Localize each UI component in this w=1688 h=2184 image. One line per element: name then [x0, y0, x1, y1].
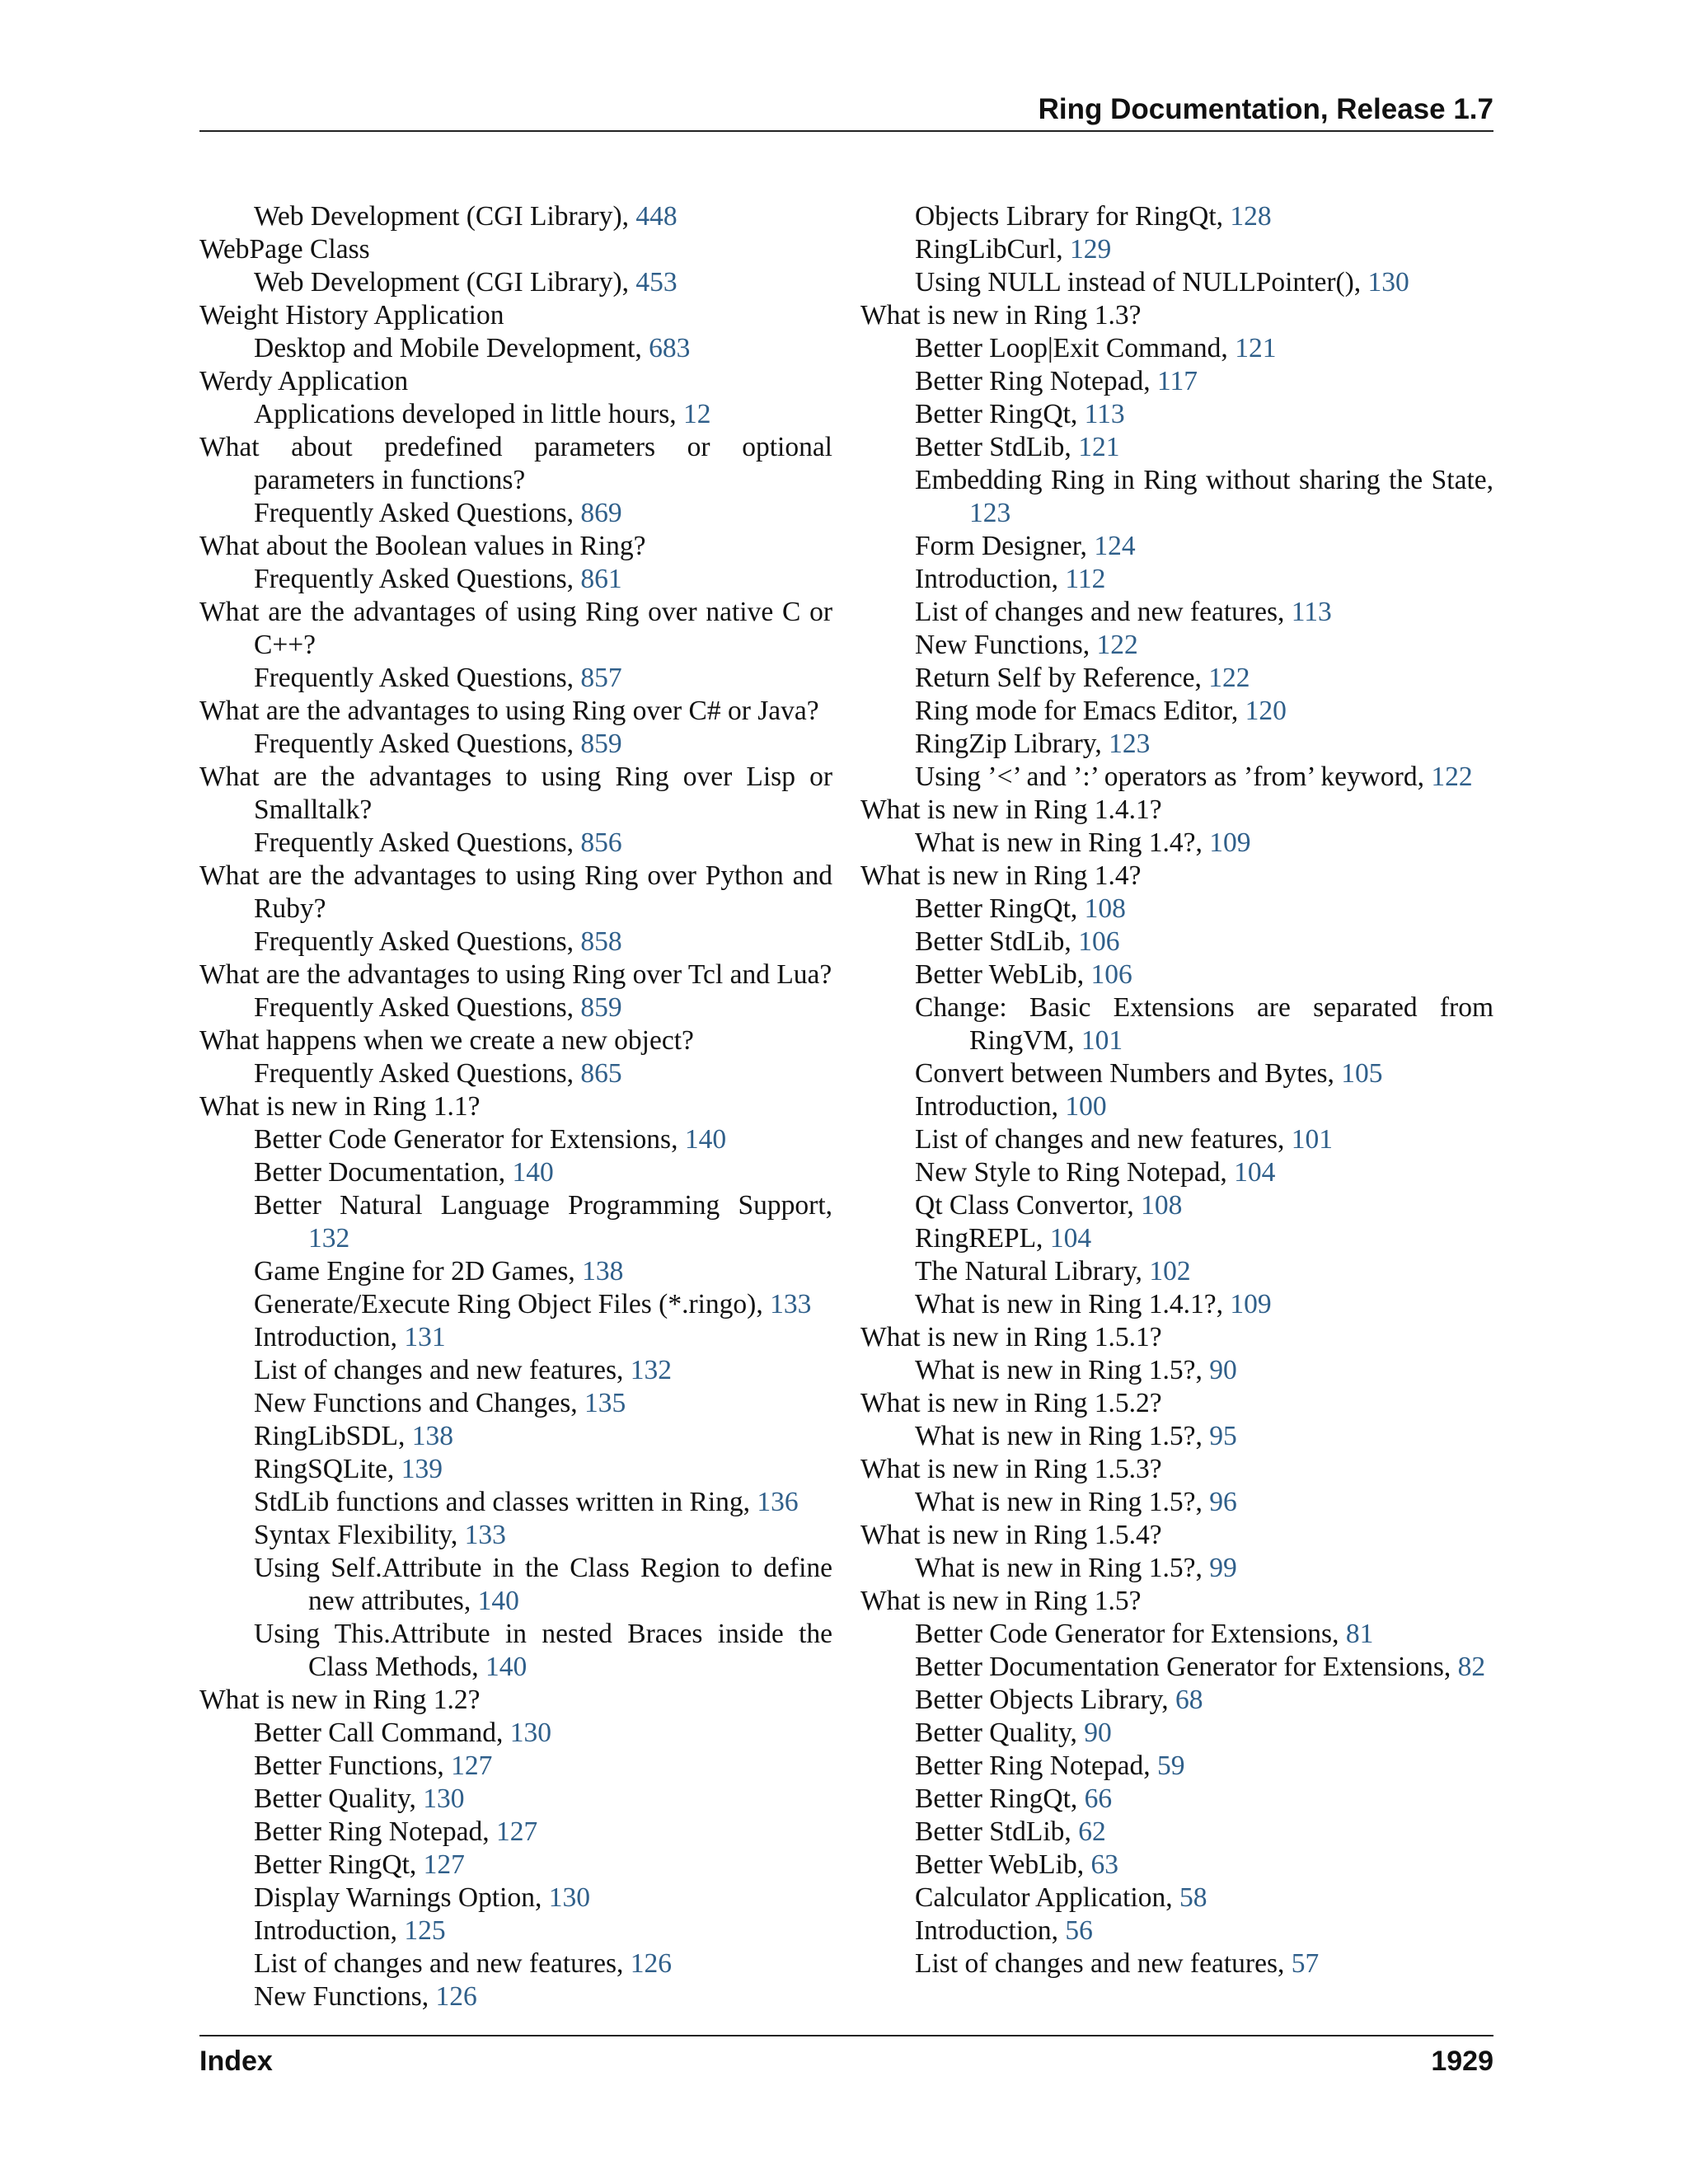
- entry-text: RingZip Library,: [915, 729, 1109, 759]
- index-subentry: [860, 200, 1493, 233]
- index-subentry: [860, 1849, 1493, 1882]
- page-link[interactable]: 130: [1367, 267, 1409, 298]
- entry-text: Better RingQt,: [915, 893, 1085, 924]
- entry-text: What happens when we create a new object?: [199, 1025, 694, 1056]
- page-link[interactable]: 859: [580, 729, 622, 759]
- index-term: [199, 431, 832, 497]
- page-link[interactable]: 865: [580, 1058, 622, 1089]
- page-link[interactable]: 859: [580, 992, 622, 1023]
- page-link[interactable]: 101: [1291, 1124, 1333, 1155]
- entry-text: Embedding Ring in Ring without sharing the State,: [915, 465, 1493, 495]
- index-subentry: [860, 1882, 1493, 1915]
- page-link[interactable]: 95: [1209, 1421, 1237, 1451]
- page-link[interactable]: 132: [630, 1355, 672, 1385]
- page-link[interactable]: 128: [1230, 201, 1272, 232]
- entry-text: What is new in Ring 1.5?: [860, 1586, 1142, 1616]
- page-link[interactable]: 113: [1084, 399, 1125, 429]
- entry-text: Werdy Application: [199, 366, 409, 396]
- page-link[interactable]: 90: [1209, 1355, 1237, 1385]
- page-link[interactable]: 12: [683, 399, 711, 429]
- index-subentry: [860, 926, 1493, 958]
- index-term: [199, 299, 832, 332]
- entry-text: Display Warnings Option,: [254, 1882, 549, 1913]
- index-subentry: [199, 1519, 832, 1552]
- entry-text: What is new in Ring 1.5.4?: [860, 1520, 1162, 1550]
- page-link[interactable]: 56: [1065, 1915, 1093, 1946]
- entry-text: Change: Basic Extensions are separated from RingVM,: [915, 992, 1493, 1056]
- page-link[interactable]: 126: [435, 1981, 477, 2012]
- page-link[interactable]: 106: [1078, 926, 1120, 957]
- index-subentry: [199, 1750, 832, 1783]
- entry-text: What are the advantages of using Ring over native C or C++?: [199, 597, 832, 660]
- index-subentry: [860, 1123, 1493, 1156]
- entry-text: Desktop and Mobile Development,: [254, 333, 649, 363]
- page-link[interactable]: 117: [1157, 366, 1198, 396]
- page-link[interactable]: 122: [1208, 663, 1250, 693]
- page-link[interactable]: 101: [1081, 1025, 1123, 1056]
- index-subentry: [199, 1321, 832, 1354]
- index-subentry: [199, 1849, 832, 1882]
- index-subentry: [199, 1915, 832, 1947]
- index-term: [199, 1024, 832, 1057]
- page-link[interactable]: 90: [1084, 1718, 1112, 1748]
- index-subentry: [860, 1222, 1493, 1255]
- entry-text: Better Ring Notepad,: [915, 1750, 1157, 1781]
- footer-rule: [199, 2035, 1493, 2036]
- entry-text: List of changes and new features,: [915, 1948, 1292, 1979]
- page-link[interactable]: 140: [485, 1652, 528, 1682]
- entry-text: Better Call Command,: [254, 1718, 510, 1748]
- page-link[interactable]: 139: [401, 1454, 443, 1484]
- entry-text: Frequently Asked Questions,: [254, 992, 581, 1023]
- entry-text: Frequently Asked Questions,: [254, 1058, 581, 1089]
- index-subentry: [860, 1552, 1493, 1585]
- entry-text: What is new in Ring 1.5.3?: [860, 1454, 1162, 1484]
- entry-text: Better Objects Library,: [915, 1685, 1175, 1715]
- entry-text: Using NULL instead of NULLPointer(),: [915, 267, 1368, 298]
- index-subentry: [860, 1486, 1493, 1519]
- entry-text: What is new in Ring 1.5.1?: [860, 1322, 1162, 1352]
- entry-text: What is new in Ring 1.5?,: [915, 1355, 1210, 1385]
- entry-text: List of changes and new features,: [254, 1355, 631, 1385]
- entry-text: What is new in Ring 1.4?: [860, 860, 1142, 891]
- entry-text: Better RingQt,: [254, 1849, 424, 1880]
- page-link[interactable]: 123: [969, 498, 1011, 528]
- index-subentry: [199, 1816, 832, 1849]
- page-link[interactable]: 133: [464, 1520, 506, 1550]
- index-term: [199, 1684, 832, 1717]
- index-subentry: [199, 662, 832, 695]
- page-link[interactable]: 683: [649, 333, 691, 363]
- page-link[interactable]: 123: [1109, 729, 1151, 759]
- entry-text: Ring mode for Emacs Editor,: [915, 696, 1245, 726]
- page-link[interactable]: 127: [423, 1849, 465, 1880]
- entry-text: What is new in Ring 1.3?: [860, 300, 1142, 330]
- page-link[interactable]: 105: [1341, 1058, 1383, 1089]
- index-subentry: [199, 1453, 832, 1486]
- page-link[interactable]: 132: [308, 1223, 350, 1254]
- index-term: [199, 365, 832, 398]
- entry-text: Better Loop|Exit Command,: [915, 333, 1236, 363]
- entry-text: What is new in Ring 1.5?,: [915, 1421, 1210, 1451]
- entry-text: Introduction,: [254, 1322, 405, 1352]
- entry-text: Using This.Attribute in nested Braces inside the Class Methods,: [254, 1619, 832, 1682]
- index-subentry: [860, 1651, 1493, 1684]
- index-subentry: [199, 1947, 832, 1980]
- page-link[interactable]: 109: [1230, 1289, 1272, 1319]
- entry-text: Better StdLib,: [915, 1816, 1079, 1847]
- running-header: Ring Documentation, Release 1.7: [1038, 93, 1493, 125]
- index-column-right: [860, 200, 1493, 1980]
- entry-text: StdLib functions and classes written in Ring,: [254, 1487, 757, 1517]
- index-subentry: [860, 332, 1493, 365]
- entry-text: What is new in Ring 1.5?,: [915, 1487, 1210, 1517]
- index-subentry: [860, 563, 1493, 596]
- entry-text: Frequently Asked Questions,: [254, 498, 581, 528]
- index-subentry: [860, 1090, 1493, 1123]
- entry-text: Better RingQt,: [915, 1783, 1085, 1814]
- page-link[interactable]: 138: [582, 1256, 624, 1286]
- entry-text: Better StdLib,: [915, 432, 1079, 462]
- entry-text: Syntax Flexibility,: [254, 1520, 465, 1550]
- page-link[interactable]: 127: [496, 1816, 538, 1847]
- entry-text: New Functions,: [915, 630, 1097, 660]
- index-term: [860, 1321, 1493, 1354]
- index-subentry: [199, 827, 832, 860]
- page-link[interactable]: 62: [1078, 1816, 1106, 1847]
- index-term: [860, 1519, 1493, 1552]
- index-subentry: [860, 1156, 1493, 1189]
- index-subentry: [860, 1288, 1493, 1321]
- index-term: [199, 1090, 832, 1123]
- index-term: [860, 860, 1493, 893]
- entry-text: What is new in Ring 1.1?: [199, 1091, 481, 1122]
- index-subentry: [860, 1783, 1493, 1816]
- index-subentry: [199, 1387, 832, 1420]
- entry-text: What are the advantages to using Ring over Tcl and Lua?: [199, 959, 832, 990]
- index-subentry: [860, 431, 1493, 464]
- entry-text: What is new in Ring 1.5?,: [915, 1553, 1210, 1583]
- index-subentry: [199, 1486, 832, 1519]
- page-link[interactable]: 57: [1291, 1948, 1320, 1979]
- index-subentry: [199, 266, 832, 299]
- index-subentry: [199, 1288, 832, 1321]
- entry-text: What is new in Ring 1.5.2?: [860, 1388, 1162, 1418]
- index-term: [199, 860, 832, 926]
- page-link[interactable]: 857: [580, 663, 622, 693]
- page-link[interactable]: 122: [1096, 630, 1138, 660]
- entry-text: Convert between Numbers and Bytes,: [915, 1058, 1342, 1089]
- page-link[interactable]: 104: [1234, 1157, 1276, 1188]
- header-rule: [199, 130, 1493, 132]
- index-term: [199, 958, 832, 991]
- page-link[interactable]: 112: [1065, 564, 1106, 594]
- index-subentry: [860, 991, 1493, 1057]
- entry-text: RingREPL,: [915, 1223, 1050, 1254]
- page-link[interactable]: 124: [1094, 531, 1136, 561]
- entry-text: Frequently Asked Questions,: [254, 926, 581, 957]
- entry-text: Frequently Asked Questions,: [254, 663, 581, 693]
- index-subentry: [860, 1255, 1493, 1288]
- entry-text: Better Code Generator for Extensions,: [915, 1619, 1346, 1649]
- entry-text: Generate/Execute Ring Object Files (*.ringo),: [254, 1289, 771, 1319]
- entry-text: Introduction,: [915, 1915, 1066, 1946]
- index-subentry: [199, 1123, 832, 1156]
- page-link[interactable]: 125: [404, 1915, 446, 1946]
- page-link[interactable]: 59: [1157, 1750, 1185, 1781]
- index-subentry: [860, 365, 1493, 398]
- index-subentry: [199, 332, 832, 365]
- entry-text: What is new in Ring 1.4.1?,: [915, 1289, 1231, 1319]
- index-term: [199, 761, 832, 827]
- entry-text: Better Ring Notepad,: [915, 366, 1157, 396]
- page-link[interactable]: 861: [580, 564, 622, 594]
- page-link[interactable]: 130: [423, 1783, 465, 1814]
- index-subentry: [860, 662, 1493, 695]
- index-subentry: [860, 1816, 1493, 1849]
- entry-text: List of changes and new features,: [254, 1948, 631, 1979]
- index-subentry: [860, 1750, 1493, 1783]
- page-link[interactable]: 131: [404, 1322, 446, 1352]
- entry-text: Better Quality,: [254, 1783, 424, 1814]
- page-link[interactable]: 448: [635, 201, 678, 232]
- index-subentry: [860, 695, 1493, 728]
- entry-text: Applications developed in little hours,: [254, 399, 684, 429]
- entry-text: What is new in Ring 1.2?: [199, 1685, 481, 1715]
- index-subentry: [199, 1618, 832, 1684]
- index-subentry: [199, 1354, 832, 1387]
- page-link[interactable]: 126: [630, 1948, 672, 1979]
- index-subentry: [860, 398, 1493, 431]
- entry-text: Introduction,: [915, 564, 1066, 594]
- index-subentry: [860, 1420, 1493, 1453]
- index-subentry: [199, 563, 832, 596]
- page-link[interactable]: 68: [1175, 1685, 1203, 1715]
- page-link[interactable]: 106: [1090, 959, 1132, 990]
- entry-text: List of changes and new features,: [915, 1124, 1292, 1155]
- page-link[interactable]: 140: [512, 1157, 554, 1188]
- entry-text: Frequently Asked Questions,: [254, 564, 581, 594]
- index-subentry: [860, 530, 1493, 563]
- entry-text: Better Quality,: [915, 1718, 1085, 1748]
- entry-text: What are the advantages to using Ring over C# or Java?: [199, 696, 819, 726]
- entry-text: Return Self by Reference,: [915, 663, 1209, 693]
- page-link[interactable]: 127: [451, 1750, 493, 1781]
- entry-text: RingSQLite,: [254, 1454, 401, 1484]
- index-term: [860, 1585, 1493, 1618]
- entry-text: Game Engine for 2D Games,: [254, 1256, 583, 1286]
- page-link[interactable]: 130: [548, 1882, 590, 1913]
- index-subentry: [199, 1189, 832, 1255]
- page-link[interactable]: 140: [477, 1586, 519, 1616]
- footer-page-number: 1929: [1431, 2046, 1493, 2077]
- index-subentry: [860, 1947, 1493, 1980]
- page-link[interactable]: 99: [1209, 1553, 1237, 1583]
- page-link[interactable]: 140: [684, 1124, 727, 1155]
- index-subentry: [860, 266, 1493, 299]
- page-link[interactable]: 58: [1179, 1882, 1207, 1913]
- index-subentry: [199, 1980, 832, 2013]
- index-subentry: [199, 1717, 832, 1750]
- index-subentry: [860, 1189, 1493, 1222]
- entry-text: List of changes and new features,: [915, 597, 1292, 627]
- entry-text: Better Functions,: [254, 1750, 452, 1781]
- index-subentry: [860, 958, 1493, 991]
- entry-text: Web Development (CGI Library),: [254, 267, 636, 298]
- entry-text: Introduction,: [254, 1915, 405, 1946]
- entry-text: Better Code Generator for Extensions,: [254, 1124, 685, 1155]
- entry-text: Introduction,: [915, 1091, 1066, 1122]
- entry-text: New Functions and Changes,: [254, 1388, 585, 1418]
- index-subentry: [860, 827, 1493, 860]
- index-subentry: [860, 761, 1493, 794]
- entry-text: Using Self.Attribute in the Class Region to define new attributes,: [254, 1553, 832, 1616]
- index-subentry: [860, 1915, 1493, 1947]
- page-link[interactable]: 856: [580, 827, 622, 858]
- entry-text: Using ’<’ and ’:’ operators as ’from’ keyword,: [915, 762, 1432, 792]
- page-link[interactable]: 96: [1209, 1487, 1237, 1517]
- page-link[interactable]: 102: [1149, 1256, 1191, 1286]
- page-link[interactable]: 108: [1141, 1190, 1183, 1221]
- page-link[interactable]: 113: [1291, 597, 1332, 627]
- page-link[interactable]: 869: [580, 498, 622, 528]
- page-link[interactable]: 122: [1431, 762, 1473, 792]
- entry-text: What about the Boolean values in Ring?: [199, 531, 646, 561]
- index-term: [860, 794, 1493, 827]
- index-subentry: [199, 200, 832, 233]
- index-subentry: [860, 1354, 1493, 1387]
- entry-text: Form Designer,: [915, 531, 1095, 561]
- entry-text: Better Documentation Generator for Extensions,: [915, 1652, 1458, 1682]
- index-subentry: [860, 596, 1493, 629]
- index-term: [199, 596, 832, 662]
- page-link[interactable]: 108: [1084, 893, 1126, 924]
- entry-text: Better WebLib,: [915, 1849, 1091, 1880]
- index-subentry: [199, 1882, 832, 1915]
- entry-text: What about predefined parameters or optional parameters in functions?: [199, 432, 832, 495]
- page-link[interactable]: 100: [1065, 1091, 1107, 1122]
- page-link[interactable]: 121: [1235, 333, 1277, 363]
- page-link[interactable]: 138: [411, 1421, 453, 1451]
- index-term: [199, 530, 832, 563]
- page-link[interactable]: 858: [580, 926, 622, 957]
- index-term: [860, 299, 1493, 332]
- index-subentry: [199, 1255, 832, 1288]
- entry-text: Frequently Asked Questions,: [254, 729, 581, 759]
- page-link[interactable]: 66: [1084, 1783, 1113, 1814]
- index-subentry: [199, 926, 832, 958]
- entry-text: Objects Library for RingQt,: [915, 201, 1231, 232]
- index-term: [199, 695, 832, 728]
- entry-text: New Style to Ring Notepad,: [915, 1157, 1235, 1188]
- index-subentry: [860, 893, 1493, 926]
- page-link[interactable]: 109: [1209, 827, 1251, 858]
- page-link[interactable]: 104: [1049, 1223, 1092, 1254]
- entry-text: The Natural Library,: [915, 1256, 1150, 1286]
- page-link[interactable]: 81: [1345, 1619, 1374, 1649]
- index-subentry: [199, 497, 832, 530]
- index-subentry: [860, 629, 1493, 662]
- entry-text: Better WebLib,: [915, 959, 1091, 990]
- entry-text: RingLibCurl,: [915, 234, 1070, 265]
- index-term: [860, 1453, 1493, 1486]
- page-link[interactable]: 135: [584, 1388, 626, 1418]
- entry-text: Better Ring Notepad,: [254, 1816, 496, 1847]
- page-link[interactable]: 120: [1245, 696, 1287, 726]
- entry-text: What are the advantages to using Ring over Python and Ruby?: [199, 860, 832, 924]
- entry-text: Web Development (CGI Library),: [254, 201, 636, 232]
- page-link[interactable]: 82: [1457, 1652, 1486, 1682]
- page-link[interactable]: 453: [635, 267, 678, 298]
- index-subentry: [199, 728, 832, 761]
- index-subentry: [860, 728, 1493, 761]
- entry-text: What is new in Ring 1.4?,: [915, 827, 1210, 858]
- entry-text: Better Documentation,: [254, 1157, 513, 1188]
- index-subentry: [860, 1618, 1493, 1651]
- entry-text: Calculator Application,: [915, 1882, 1179, 1913]
- page-link[interactable]: 133: [770, 1289, 812, 1319]
- entry-text: Weight History Application: [199, 300, 504, 330]
- index-subentry: [199, 398, 832, 431]
- index-term: [860, 1387, 1493, 1420]
- page-link[interactable]: 130: [509, 1718, 552, 1748]
- index-subentry: [860, 233, 1493, 266]
- entry-text: What are the advantages to using Ring over Lisp or Smalltalk?: [199, 762, 832, 825]
- entry-text: What is new in Ring 1.4.1?: [860, 794, 1162, 825]
- entry-text: Frequently Asked Questions,: [254, 827, 581, 858]
- index-column-left: [199, 200, 832, 2013]
- entry-text: RingLibSDL,: [254, 1421, 412, 1451]
- entry-text: Better Natural Language Programming Support,: [254, 1190, 832, 1221]
- footer-section-label: Index: [199, 2046, 273, 2077]
- entry-text: Better RingQt,: [915, 399, 1085, 429]
- entry-text: New Functions,: [254, 1981, 436, 2012]
- entry-text: Better StdLib,: [915, 926, 1079, 957]
- index-subentry: [199, 1057, 832, 1090]
- entry-text: Qt Class Convertor,: [915, 1190, 1142, 1221]
- index-subentry: [199, 1552, 832, 1618]
- index-subentry: [199, 1783, 832, 1816]
- index-subentry: [860, 1717, 1493, 1750]
- index-subentry: [860, 1684, 1493, 1717]
- page-link[interactable]: 136: [757, 1487, 799, 1517]
- entry-text: WebPage Class: [199, 234, 370, 265]
- index-subentry: [199, 1156, 832, 1189]
- page-link[interactable]: 121: [1078, 432, 1120, 462]
- index-term: [199, 233, 832, 266]
- page-link[interactable]: 63: [1090, 1849, 1118, 1880]
- index-subentry: [199, 991, 832, 1024]
- index-subentry: [860, 1057, 1493, 1090]
- index-subentry: [860, 464, 1493, 530]
- page-link[interactable]: 129: [1069, 234, 1112, 265]
- index-subentry: [199, 1420, 832, 1453]
